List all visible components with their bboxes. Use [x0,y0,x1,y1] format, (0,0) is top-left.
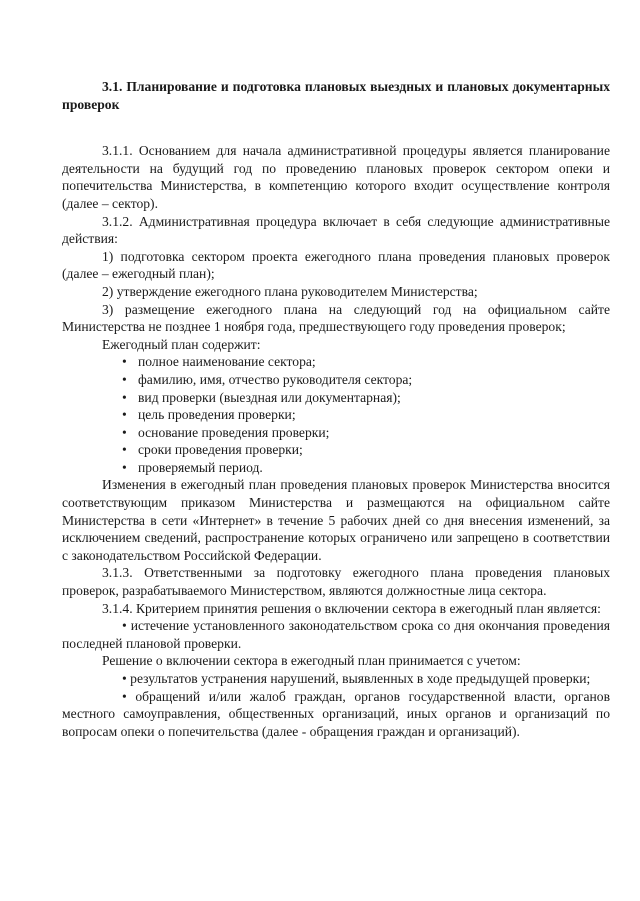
action-item-3: 3) размещение ежегодного плана на следующий год на официальном сайте Министерства не позднее 1 ноября года, предшествующего году проведения проверок; [62,301,610,335]
list-item: • сроки проведения проверки; [122,441,610,459]
changes-paragraph: Изменения в ежегодный план проведения плановых проверок Министерства вносится соответствующим приказом Министерства и размещаются на официальном сайте Министерства в сети «Интернет» в течение 5 рабочих дней со дня внесения изменений, за исключением сведений, распространение которых ограничено или запрещено в соответствии с законодательством Российской Федерации. [62,477,610,563]
list-item: • основание проведения проверки; [122,424,610,442]
section-heading: 3.1. Планирование и подготовка плановых выездных и плановых документарных проверок [62,79,610,112]
paragraph-3-1-3: 3.1.3. Ответственными за подготовку ежегодного плана проведения плановых проверок, разрабатываемого Министерством, являются должностные лица сектора. [62,565,610,599]
list-item: • проверяемый период. [122,459,610,477]
criterion-item: • истечение установленного законодательством срока со дня окончания проведения последней плановой проверки. [62,618,610,651]
decision-paragraph: Решение о включении сектора в ежегодный план принимается с учетом: [102,653,521,669]
list-item: • цель проведения проверки; [122,406,610,424]
basis-item-2: • обращений и/или жалоб граждан, органов государственной власти, органов местного самоуправления, общественных организаций, иных органов и организаций по вопросам опеки о попечительства (далее - обращения граждан и организаций). [62,688,610,739]
list-item: • фамилию, имя, отчество руководителя сектора; [122,371,610,389]
plan-items-list [62,353,610,476]
document-page [62,78,610,740]
basis-item-1: • результатов устранения нарушений, выявленных в ходе предыдущей проверки; [122,671,591,686]
list-item: • вид проверки (выездная или документарная); [122,389,610,407]
action-item-1: 1) подготовка сектором проекта ежегодного плана проведения плановых проверок (далее – ежегодный план); [62,248,610,282]
paragraph-3-1-1: 3.1.1. Основанием для начала административной процедуры является планирование деятельности на будущий год по проведению плановых проверок сектором опеки и попечительства Министерства, в компетенцию которого входит осуществление контроля (далее – сектор). [62,143,610,211]
plan-contains-label: Ежегодный план содержит: [102,336,261,352]
action-item-2: 2) утверждение ежегодного плана руководителем Министерства; [102,283,478,299]
list-item: • полное наименование сектора; [122,353,610,371]
paragraph-3-1-2: 3.1.2. Административная процедура включает в себя следующие административные действия: [62,213,610,247]
paragraph-3-1-4: 3.1.4. Критерием принятия решения о включении сектора в ежегодный план является: [102,600,601,616]
